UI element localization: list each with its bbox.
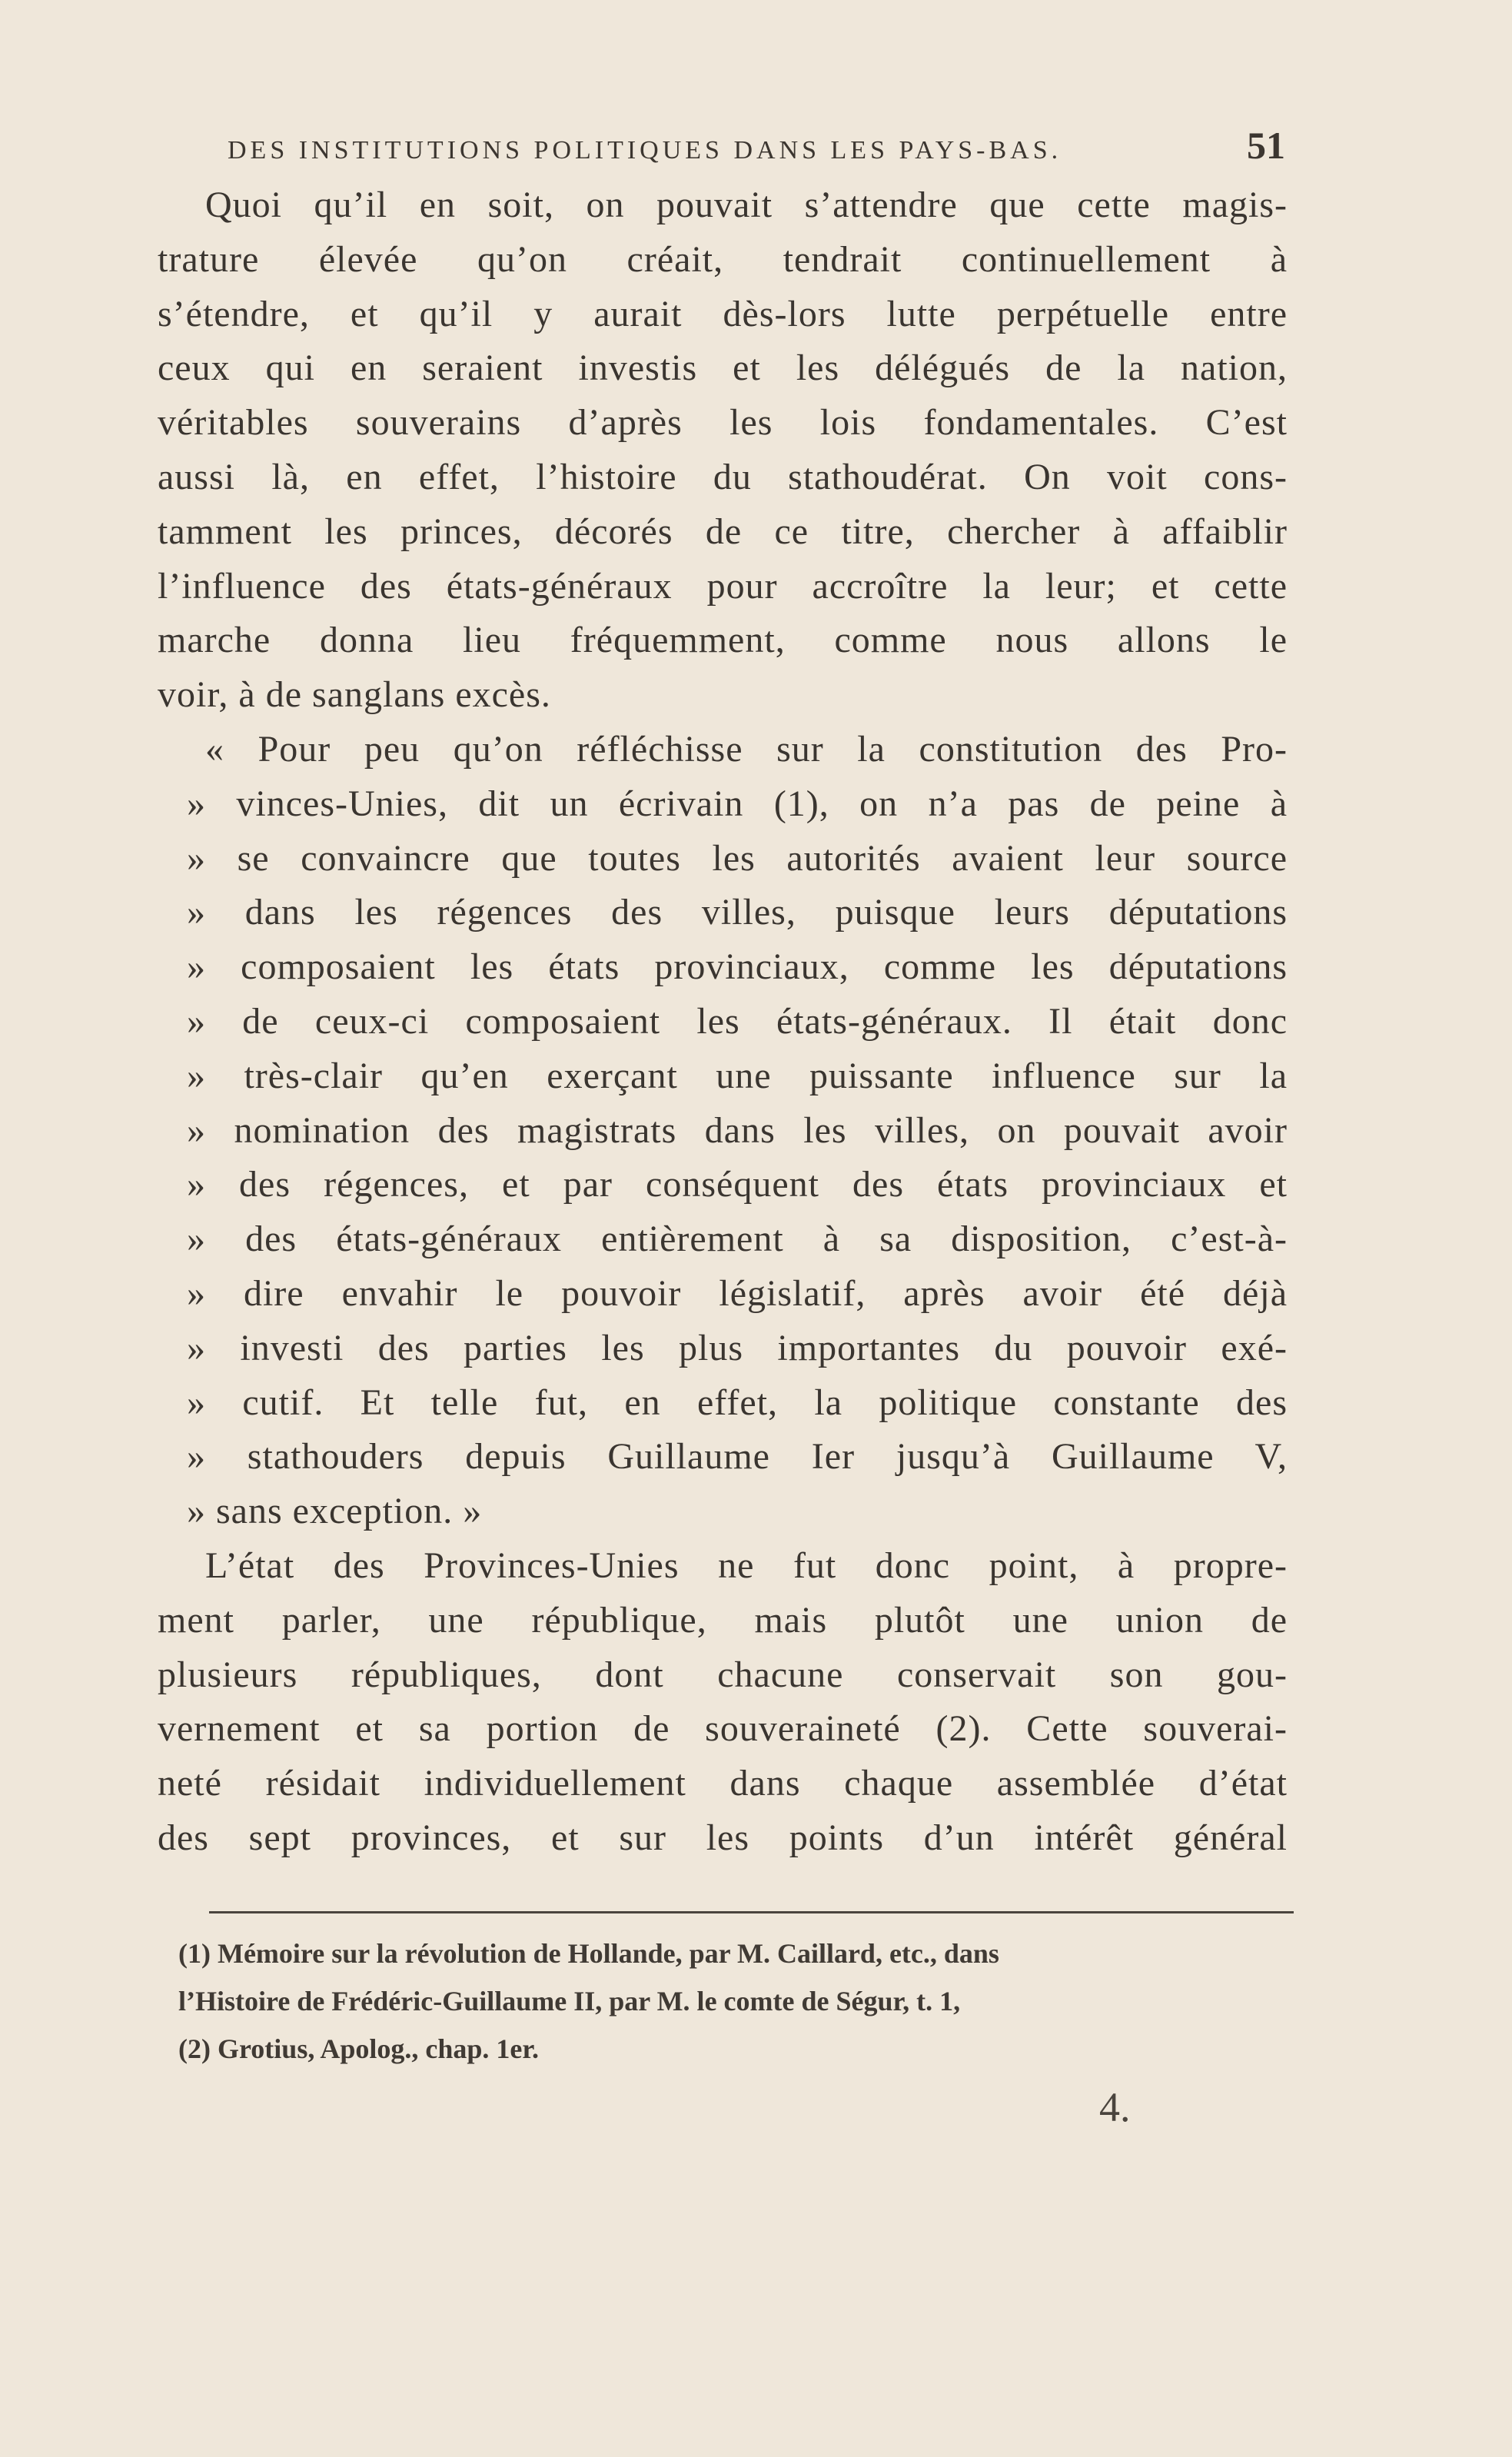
body-line: aussi là, en effet, l’histoire du stathoudérat. On voit cons- <box>158 456 1288 497</box>
quote-line: » investi des parties les plus importantes du pouvoir exé- <box>187 1327 1288 1368</box>
body-line: plusieurs républiques, dont chacune conservait son gou- <box>158 1654 1288 1695</box>
quote-line: » vinces-Unies, dit un écrivain (1), on n’a pas de peine à <box>187 783 1288 824</box>
running-title: DES INSTITUTIONS POLITIQUES DANS LES PAYS-BAS. <box>228 136 1062 165</box>
page-header <box>228 123 1285 168</box>
quote-line: » sans exception. » <box>187 1491 483 1532</box>
quote-line: » se convaincre que toutes les autorités avaient leur source <box>187 837 1288 879</box>
quote-line: » dire envahir le pouvoir législatif, après avoir été déjà <box>187 1272 1288 1314</box>
body-line: vernement et sa portion de souveraineté (2). Cette souverai- <box>158 1708 1288 1750</box>
body-line: l’influence des états-généraux pour accroître la leur; et cette <box>158 565 1288 607</box>
body-line: voir, à de sanglans excès. <box>158 674 551 716</box>
page-number: 51 <box>1247 124 1285 167</box>
footnote: (2) Grotius, Apolog., chap. 1er. <box>178 2033 540 2064</box>
body-line: Quoi qu’il en soit, on pouvait s’attendre que cette magis- <box>205 185 1288 225</box>
body-text <box>158 178 1288 1866</box>
body-line: neté résidait individuellement dans chaque assemblée d’état <box>158 1763 1288 1804</box>
body-line: tamment les princes, décorés de ce titre, chercher à affaiblir <box>158 510 1288 552</box>
quote-line: » très-clair qu’en exerçant une puissante influence sur la <box>187 1055 1288 1096</box>
quote-line: « Pour peu qu’on réfléchisse sur la constitution des Pro- <box>205 728 1288 770</box>
body-line: L’état des Provinces-Unies ne fut donc point, à propre- <box>205 1544 1288 1586</box>
footnote: l’Histoire de Frédéric-Guillaume II, par M. le comte de Ségur, t. 1, <box>178 1986 961 2016</box>
body-line: s’étendre, et qu’il y aurait dès-lors lutte perpétuelle entre <box>158 293 1288 334</box>
quote-line: » de ceux-ci composaient les états-généraux. Il était donc <box>187 1000 1288 1042</box>
body-line: marche donna lieu fréquemment, comme nous allons le <box>158 620 1288 661</box>
quote-line: » des états-généraux entièrement à sa disposition, c’est-à- <box>187 1219 1288 1260</box>
quote-line: » composaient les états provinciaux, comme les députations <box>187 946 1288 988</box>
quote-line: » cutif. Et telle fut, en effet, la politique constante des <box>187 1381 1288 1423</box>
footnotes <box>178 1930 1278 2073</box>
quote-line: » dans les régences des villes, puisque leurs députations <box>187 892 1288 933</box>
footnote: (1) Mémoire sur la révolution de Hollande, par M. Caillard, etc., dans <box>178 1938 999 1969</box>
quote-line: » stathouders depuis Guillaume Ier jusqu’à Guillaume V, <box>187 1436 1288 1478</box>
quote-line: » des régences, et par conséquent des états provinciaux et <box>187 1164 1288 1205</box>
body-line: trature élevée qu’on créait, tendrait continuellement à <box>158 238 1288 280</box>
body-line: ment parler, une république, mais plutôt une union de <box>158 1599 1288 1641</box>
body-line: des sept provinces, et sur les points d’un intérêt général <box>158 1817 1288 1858</box>
body-line: véritables souverains d’après les lois fondamentales. C’est <box>158 402 1288 444</box>
quote-line: » nomination des magistrats dans les villes, on pouvait avoir <box>187 1109 1288 1151</box>
body-line: ceux qui en seraient investis et les délégués de la nation, <box>158 347 1288 389</box>
signature-mark: 4. <box>1099 2084 1131 2130</box>
footnote-divider <box>209 1911 1294 1913</box>
